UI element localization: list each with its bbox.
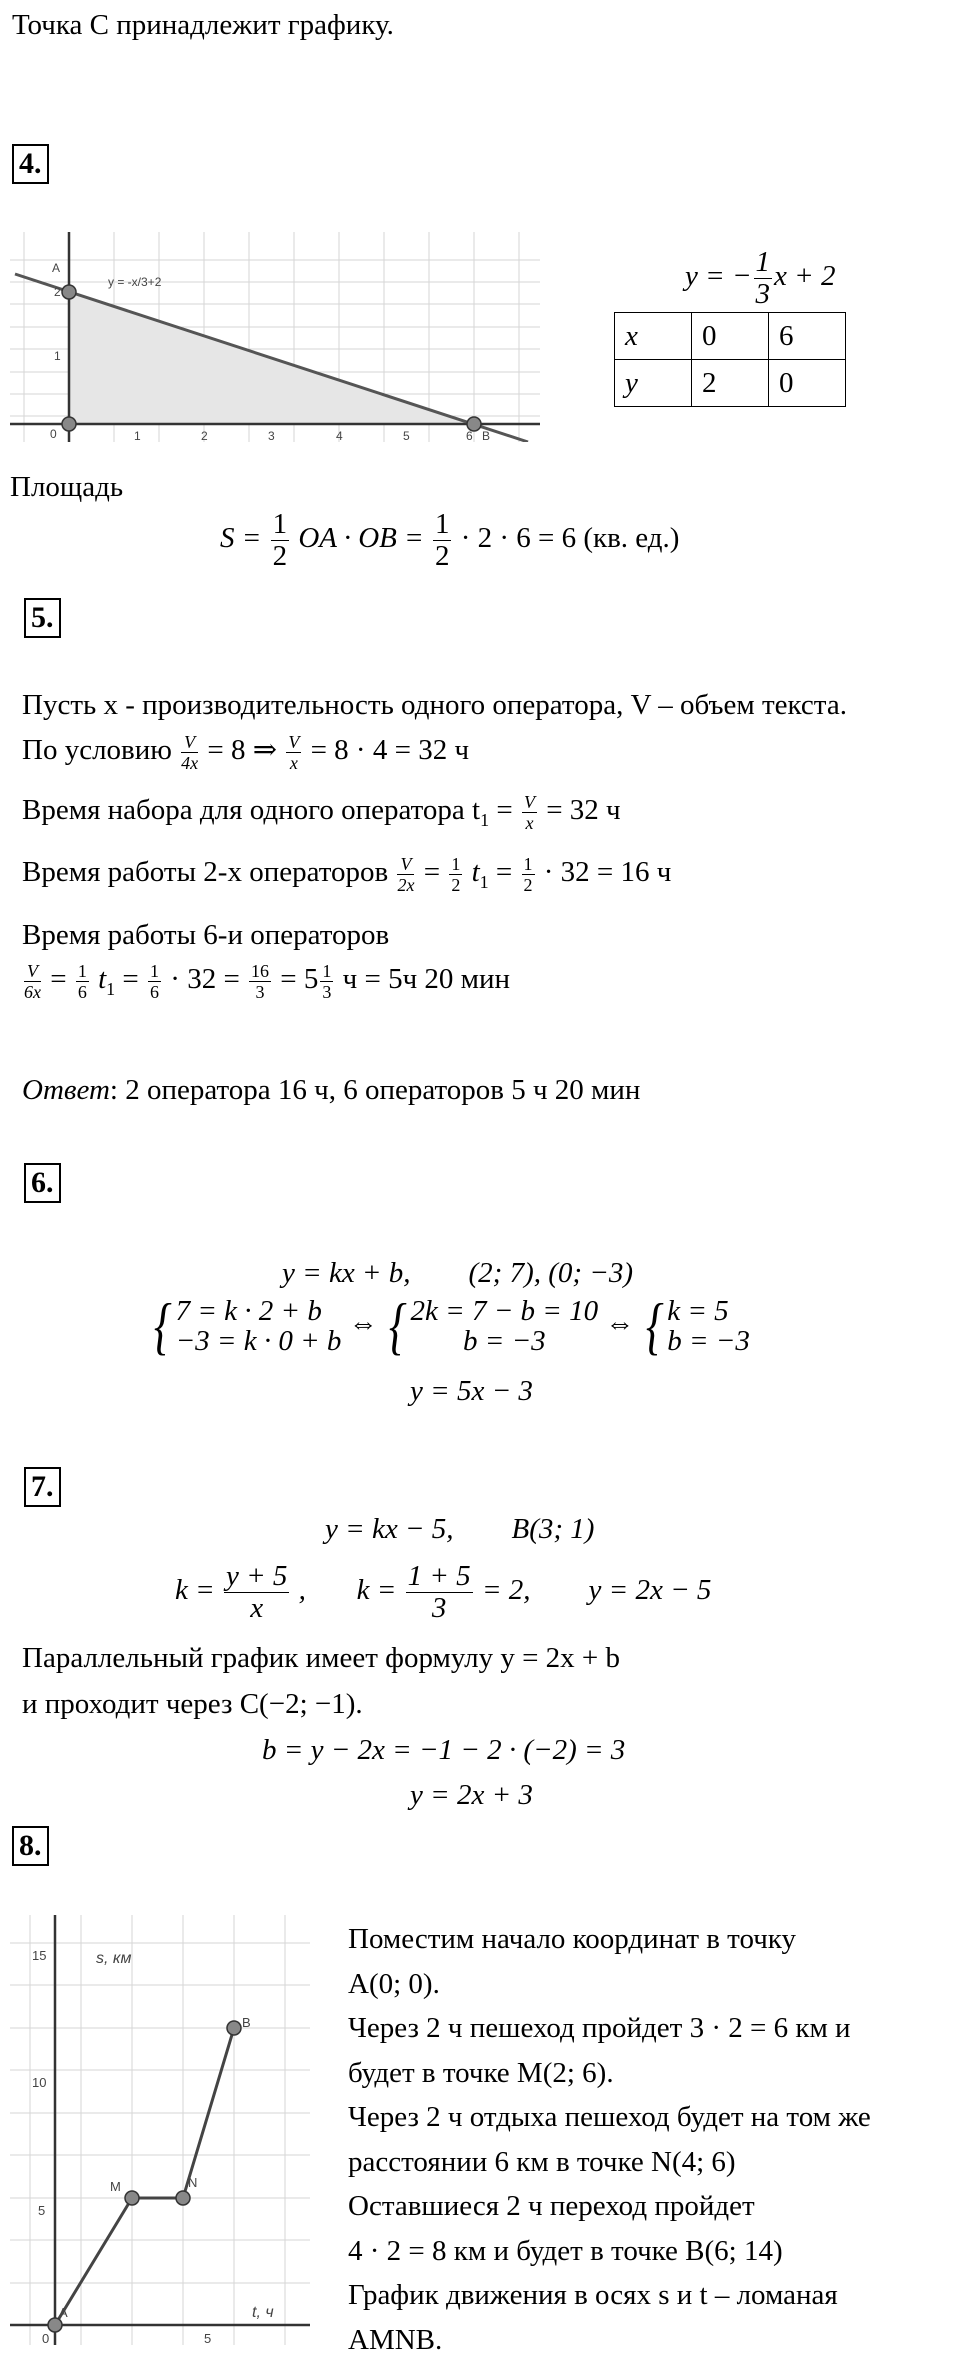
s7-line-2: k = $\frac{y + 5}{x}$ , k = $\frac{1 + 5}{3}$ = 2, y = 2x − 5 bbox=[175, 1560, 712, 1624]
section-4-graph bbox=[10, 232, 550, 442]
s7-line-1: y = kx − 5, B(3; 1) bbox=[325, 1513, 595, 1545]
s8-text-line: График движения в осях s и t – ломаная bbox=[348, 2279, 838, 2311]
s7-line-3: Параллельный график имеет формулу y = 2x + b bbox=[22, 1642, 621, 1674]
section-4-formula: y = − $\frac{1}{3}$ x + 2 bbox=[685, 246, 836, 310]
point-o bbox=[62, 417, 76, 431]
x-tick-0: 0 bbox=[42, 2331, 50, 2345]
table-cell: x bbox=[615, 313, 692, 360]
section-5-number: 5. bbox=[24, 598, 61, 638]
s8-text-line: расстоянии 6 км в точке N(4; 6) bbox=[348, 2145, 736, 2178]
s8-text-line: Оставшиеся 2 ч переход пройдет bbox=[348, 2190, 755, 2222]
area-formula: S = $\frac{1}{2}$ OA · OB = $\frac{1}{2}$ · 2 · 6 = 6 (кв. ед.) bbox=[220, 508, 680, 572]
s8-text-line: 4 · 2 = 8 км и будет в точке B(6; 14) bbox=[348, 2234, 783, 2267]
intro-line: Точка C принадлежит графику. bbox=[12, 9, 394, 41]
y-tick-10: 10 bbox=[32, 2075, 47, 2090]
x-tick-6: 6 bbox=[466, 429, 473, 442]
table-row bbox=[615, 360, 846, 407]
point-a bbox=[48, 2318, 62, 2332]
origin-label: 0 bbox=[50, 427, 57, 441]
s7-line-4: и проходит через C(−2; −1). bbox=[22, 1688, 363, 1720]
label-b: B bbox=[242, 2015, 251, 2030]
s-axis-label: s, км bbox=[96, 1950, 132, 1967]
t-axis-label: t, ч bbox=[252, 2304, 274, 2321]
s5-answer: Ответ: 2 оператора 16 ч, 6 операторов 5 ч 20 мин bbox=[22, 1074, 641, 1106]
section-4-number: 4. bbox=[12, 144, 49, 184]
s6-system-row: { 7 = k · 2 + b −3 = k · 0 + b ⇔ { 2k = 7 − b = 10 b = −3 ⇔ { k = 5 b = −3 bbox=[153, 1290, 750, 1361]
x-tick-5: 5 bbox=[204, 2331, 212, 2345]
s8-explanation bbox=[348, 1917, 871, 2362]
s8-text-line: A(0; 0). bbox=[348, 1967, 440, 2000]
table-cell: 2 bbox=[692, 360, 769, 407]
table-row bbox=[615, 313, 846, 360]
s6-line-3: y = 5x − 3 bbox=[410, 1375, 533, 1407]
motion-path bbox=[55, 2028, 234, 2325]
y-tick-1: 1 bbox=[54, 349, 61, 363]
s5-line-1: Пусть x - производительность одного оператора, V – объем текста. bbox=[22, 689, 847, 721]
x-tick-1: 1 bbox=[134, 429, 141, 442]
s5-line-3: Время набора для одного оператора $t_1$ = $\frac{V}{x}$ = 32 ч bbox=[22, 792, 621, 833]
s8-text-line: Поместим начало координат в точку bbox=[348, 1923, 796, 1955]
values-table bbox=[614, 312, 846, 407]
s7-line-6: y = 2x + 3 bbox=[410, 1779, 533, 1811]
table-cell: 6 bbox=[769, 313, 846, 360]
point-m bbox=[125, 2191, 139, 2205]
section-8-number: 8. bbox=[12, 1826, 49, 1866]
function-label: y = -x/3+2 bbox=[108, 275, 162, 289]
label-a: A bbox=[52, 261, 61, 275]
x-tick-4: 4 bbox=[336, 429, 343, 442]
s8-text-line: AMNB. bbox=[348, 2323, 443, 2356]
s8-text-line: Через 2 ч отдыха пешеход будет на том же bbox=[348, 2101, 871, 2133]
s7-line-5: b = y − 2x = −1 − 2 · (−2) = 3 bbox=[262, 1734, 626, 1766]
label-n: N bbox=[188, 2175, 198, 2190]
y-tick-15: 15 bbox=[32, 1948, 47, 1963]
area-label: Площадь bbox=[10, 471, 124, 503]
point-n bbox=[176, 2191, 190, 2205]
s8-text-line: Через 2 ч пешеход пройдет 3 · 2 = 6 км и bbox=[348, 2012, 851, 2044]
label-m: M bbox=[110, 2179, 121, 2194]
label-b: B bbox=[482, 429, 491, 442]
s6-line-1: y = kx + b, (2; 7), (0; −3) bbox=[282, 1257, 634, 1289]
label-a: A bbox=[59, 2305, 68, 2320]
s5-line-2: По условию $\frac{V}{4x}$ = 8 ⇒ $\frac{V}{x}$ = 8 · 4 = 32 ч bbox=[22, 732, 470, 773]
point-b bbox=[227, 2021, 241, 2035]
table-cell: 0 bbox=[769, 360, 846, 407]
y-tick-2: 2 bbox=[54, 285, 61, 299]
table-cell: 0 bbox=[692, 313, 769, 360]
s5-line-6: $\frac{V}{6x}$ = $\frac{1}{6}$ $t_1$ = $\frac{1}{6}$ · 32 = $\frac{16}{3}$ = 5 $\frac{1}{3}$ ч = 5ч 20 мин bbox=[24, 961, 511, 1002]
s5-line-4: Время работы 2-х операторов $\frac{V}{2x}$ = $\frac{1}{2}$ $t_1$ = $\frac{1}{2}$ · 32 = 16 ч bbox=[22, 854, 672, 895]
s8-text-line: будет в точке M(2; 6). bbox=[348, 2056, 614, 2089]
x-tick-3: 3 bbox=[268, 429, 275, 442]
s5-line-5: Время работы 6-и операторов bbox=[22, 919, 390, 951]
point-a bbox=[62, 285, 76, 299]
x-tick-2: 2 bbox=[201, 429, 208, 442]
section-6-number: 6. bbox=[24, 1163, 61, 1203]
table-cell: y bbox=[615, 360, 692, 407]
section-7-number: 7. bbox=[24, 1467, 61, 1507]
y-tick-5: 5 bbox=[38, 2203, 46, 2218]
x-tick-5: 5 bbox=[403, 429, 410, 442]
section-8-graph bbox=[10, 1915, 310, 2345]
